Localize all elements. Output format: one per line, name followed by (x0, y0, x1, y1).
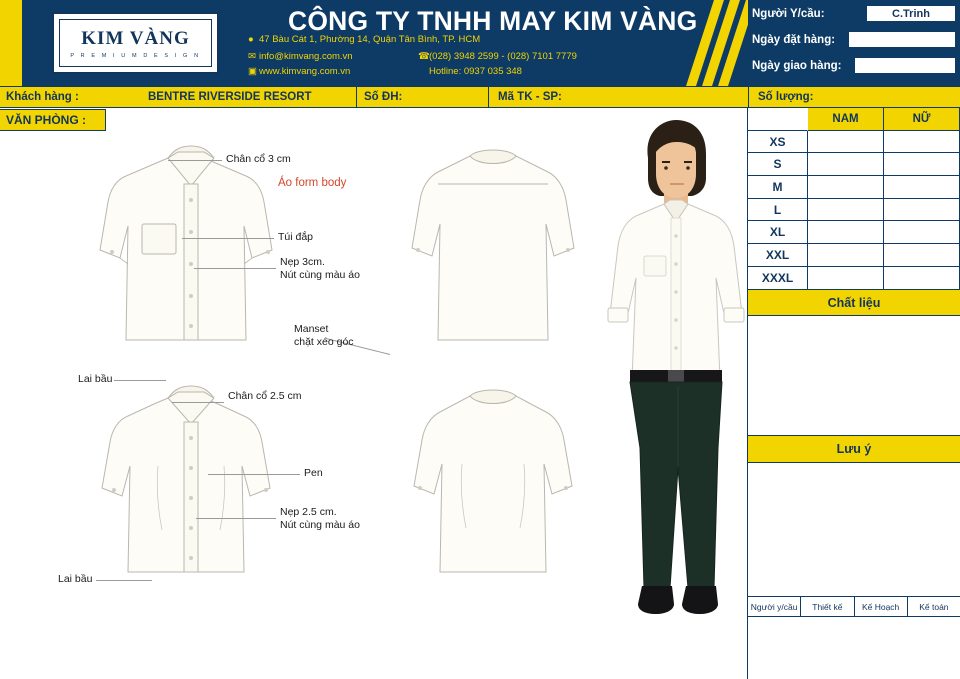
annotation-hem-1: Lai bầu (78, 373, 113, 385)
company-name: CÔNG TY TNHH MAY KIM VÀNG (288, 6, 698, 36)
divider-3 (748, 87, 749, 108)
signature-designer: Thiết kế (801, 597, 854, 616)
annotation-collar-25cm: Chân cổ 2.5 cm (228, 390, 302, 402)
table-row (748, 267, 960, 290)
contact-column-right (418, 49, 577, 79)
customer-bar (0, 86, 960, 108)
annotation-button-color-2: Nút cùng màu áo (280, 519, 360, 531)
logo-name: KIM VÀNG (81, 27, 190, 49)
table-row (748, 153, 960, 176)
leader-line-hem-1 (114, 380, 166, 381)
mens-shirt-front-drawing (96, 140, 286, 360)
company-address-row (248, 34, 480, 45)
womens-shirt-front-drawing (96, 380, 286, 588)
requester-value[interactable]: C.Trinh (866, 5, 956, 22)
company-logo (52, 12, 219, 74)
table-row (748, 199, 960, 222)
size-label: S (748, 153, 808, 176)
size-qty-female[interactable] (884, 153, 960, 176)
leader-line-placket (194, 268, 276, 269)
size-header-blank (748, 108, 808, 131)
order-date-value[interactable] (848, 31, 956, 48)
signature-row (748, 596, 960, 617)
delivery-date-value[interactable] (854, 57, 956, 74)
material-value[interactable] (748, 316, 960, 436)
leader-line-collar3 (168, 160, 222, 161)
size-qty-female[interactable] (884, 176, 960, 199)
size-qty-female[interactable] (884, 131, 960, 154)
customer-value[interactable]: BENTRE RIVERSIDE RESORT (148, 91, 312, 103)
size-qty-female[interactable] (884, 199, 960, 222)
note-title: Lưu ý (748, 436, 960, 463)
annotation-button-color: Nút cùng màu áo (280, 269, 360, 281)
order-no-label: Số ĐH: (364, 91, 403, 103)
divider-1 (356, 87, 357, 108)
annotation-patch-pocket: Túi đắp (278, 231, 314, 243)
leader-line-hem-2 (96, 580, 152, 581)
table-row (748, 176, 960, 199)
requester-label: Người Y/cầu: (752, 8, 825, 20)
size-qty-male[interactable] (808, 176, 884, 199)
size-qty-male[interactable] (808, 199, 884, 222)
annotation-manset: Manset (294, 323, 329, 335)
size-label: L (748, 199, 808, 222)
size-label: XS (748, 131, 808, 154)
size-qty-male[interactable] (808, 131, 884, 154)
annotation-collar-3cm: Chân cổ 3 cm (226, 153, 291, 165)
signature-accountant: Kế toán (919, 601, 949, 612)
company-website: www.kimvang.com.vn (259, 66, 351, 77)
header-company-info (240, 0, 710, 86)
size-label: XXL (748, 244, 808, 267)
customer-label: Khách hàng : (6, 91, 79, 103)
size-qty-male[interactable] (808, 221, 884, 244)
annotation-placket-25cm: Nẹp 2.5 cm. (280, 506, 337, 518)
company-phone: (028) 3948 2599 - (028) 7101 7779 (429, 51, 577, 62)
globe-icon: ▣ (248, 66, 257, 77)
size-header-male: NAM (808, 108, 884, 131)
company-address: 47 Bàu Cát 1, Phường 14, Quận Tân Bình, TP. HCM (259, 34, 481, 45)
size-qty-female[interactable] (884, 244, 960, 267)
right-panel (748, 108, 960, 679)
leader-line-collar25 (172, 402, 224, 403)
company-email: info@kimvang.com.vn (259, 51, 353, 62)
order-date-label: Ngày đặt hàng: (752, 34, 836, 46)
spacer-icon (418, 64, 429, 79)
table-row (748, 221, 960, 244)
leader-line-pen (208, 474, 300, 475)
leader-line-pocket (182, 238, 274, 239)
annotation-manset-sub: chặt xéo góc (294, 336, 354, 348)
model-illustration (596, 118, 746, 658)
size-table (748, 108, 960, 290)
size-label: XXXL (748, 267, 808, 290)
location-pin-icon: ● (248, 34, 254, 45)
size-header-female: NỮ (884, 108, 960, 131)
size-label: XL (748, 221, 808, 244)
mens-shirt-back-drawing (398, 140, 588, 360)
annotation-body-form: Áo form body (278, 177, 347, 189)
annotation-pen: Pen (304, 467, 323, 479)
size-table-header (748, 108, 960, 131)
header-form-fields (748, 0, 960, 86)
header-yellow-stripe (0, 0, 22, 86)
product-code-label: Mã TK - SP: (498, 91, 562, 103)
company-hotline: Hotline: 0937 035 348 (429, 66, 522, 77)
envelope-icon: ✉ (248, 51, 256, 62)
size-qty-male[interactable] (808, 153, 884, 176)
note-value[interactable] (748, 463, 960, 596)
size-qty-female[interactable] (884, 221, 960, 244)
size-qty-male[interactable] (808, 244, 884, 267)
size-qty-female[interactable] (884, 267, 960, 290)
size-label: M (748, 176, 808, 199)
delivery-date-label: Ngày giao hàng: (752, 60, 842, 72)
logo-tagline: P R E M I U M D E S I G N (70, 52, 201, 59)
page-header (0, 0, 960, 86)
table-row (748, 131, 960, 154)
womens-shirt-back-drawing (398, 380, 588, 588)
phone-icon: ☎ (418, 51, 430, 62)
leader-line-placket25 (196, 518, 276, 519)
table-row (748, 244, 960, 267)
divider-2 (488, 87, 489, 108)
quantity-label: Số lượng: (758, 91, 814, 103)
annotation-placket-3cm: Nẹp 3cm. (280, 256, 325, 268)
annotation-hem-2: Lai bầu (58, 573, 93, 585)
signature-planner: Kế Hoạch (855, 597, 908, 616)
signature-space[interactable] (748, 617, 960, 679)
signature-requester: Người y/cầu (748, 597, 801, 616)
size-qty-male[interactable] (808, 267, 884, 290)
material-title: Chất liệu (748, 289, 960, 316)
contact-column-left (248, 49, 353, 79)
office-tag: VĂN PHÒNG : (0, 109, 106, 131)
